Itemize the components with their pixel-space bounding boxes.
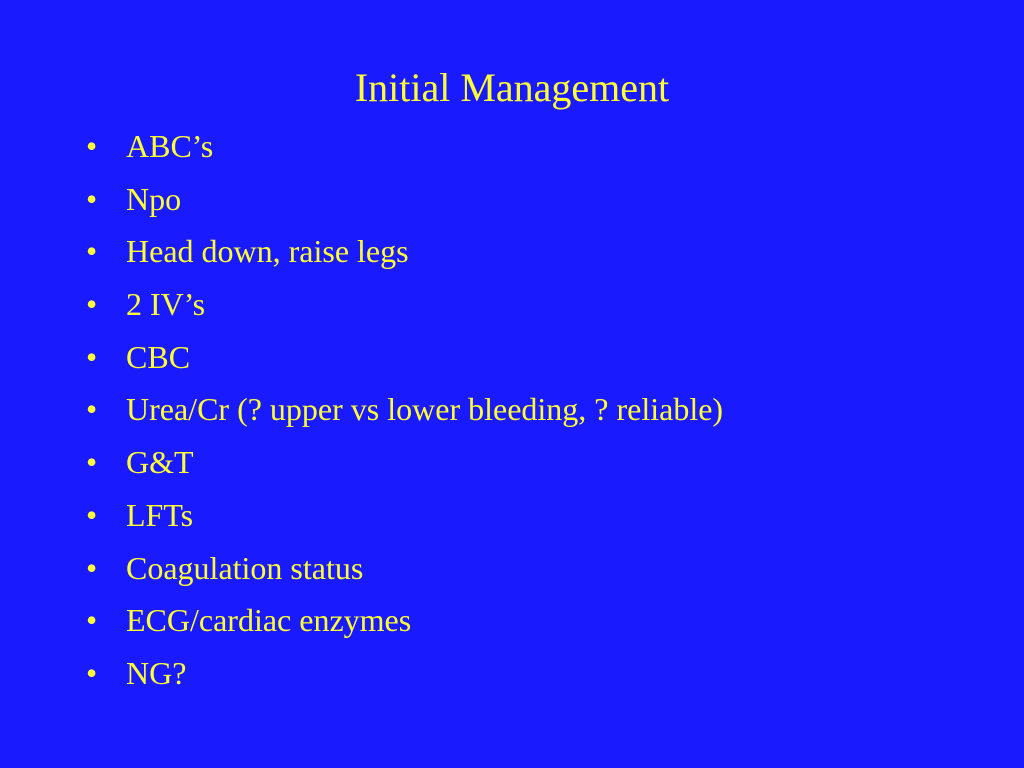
list-item-text: ABC’s [126,128,214,164]
list-item-text: LFTs [126,496,194,533]
list-item-text: Npo [126,180,182,217]
bullet-icon: • [86,602,98,639]
bullet-icon: • [86,496,98,533]
bullet-icon: • [86,391,98,428]
list-item-text: Head down, raise legs [126,233,409,270]
bullet-icon: • [86,444,98,481]
bullet-icon: • [86,286,98,323]
list-item-text: Urea/Cr (? upper vs lower bleeding, ? reliable) [126,391,724,428]
list-item-text: NG? [126,654,187,691]
bullet-icon: • [86,654,98,691]
bullet-icon: • [86,180,98,217]
list-item-text: CBC [126,338,191,375]
bullet-icon: • [86,338,98,375]
list-item-text: G&T [126,444,194,481]
bullet-icon: • [86,549,98,586]
bullet-icon: • [86,233,98,270]
slide-title: Initial Management [354,65,670,110]
list-item-text: Coagulation status [126,549,364,586]
list-item-text: ECG/cardiac enzymes [126,602,412,639]
list-item-text: 2 IV’s [126,286,206,323]
bullet-icon: • [86,128,98,164]
